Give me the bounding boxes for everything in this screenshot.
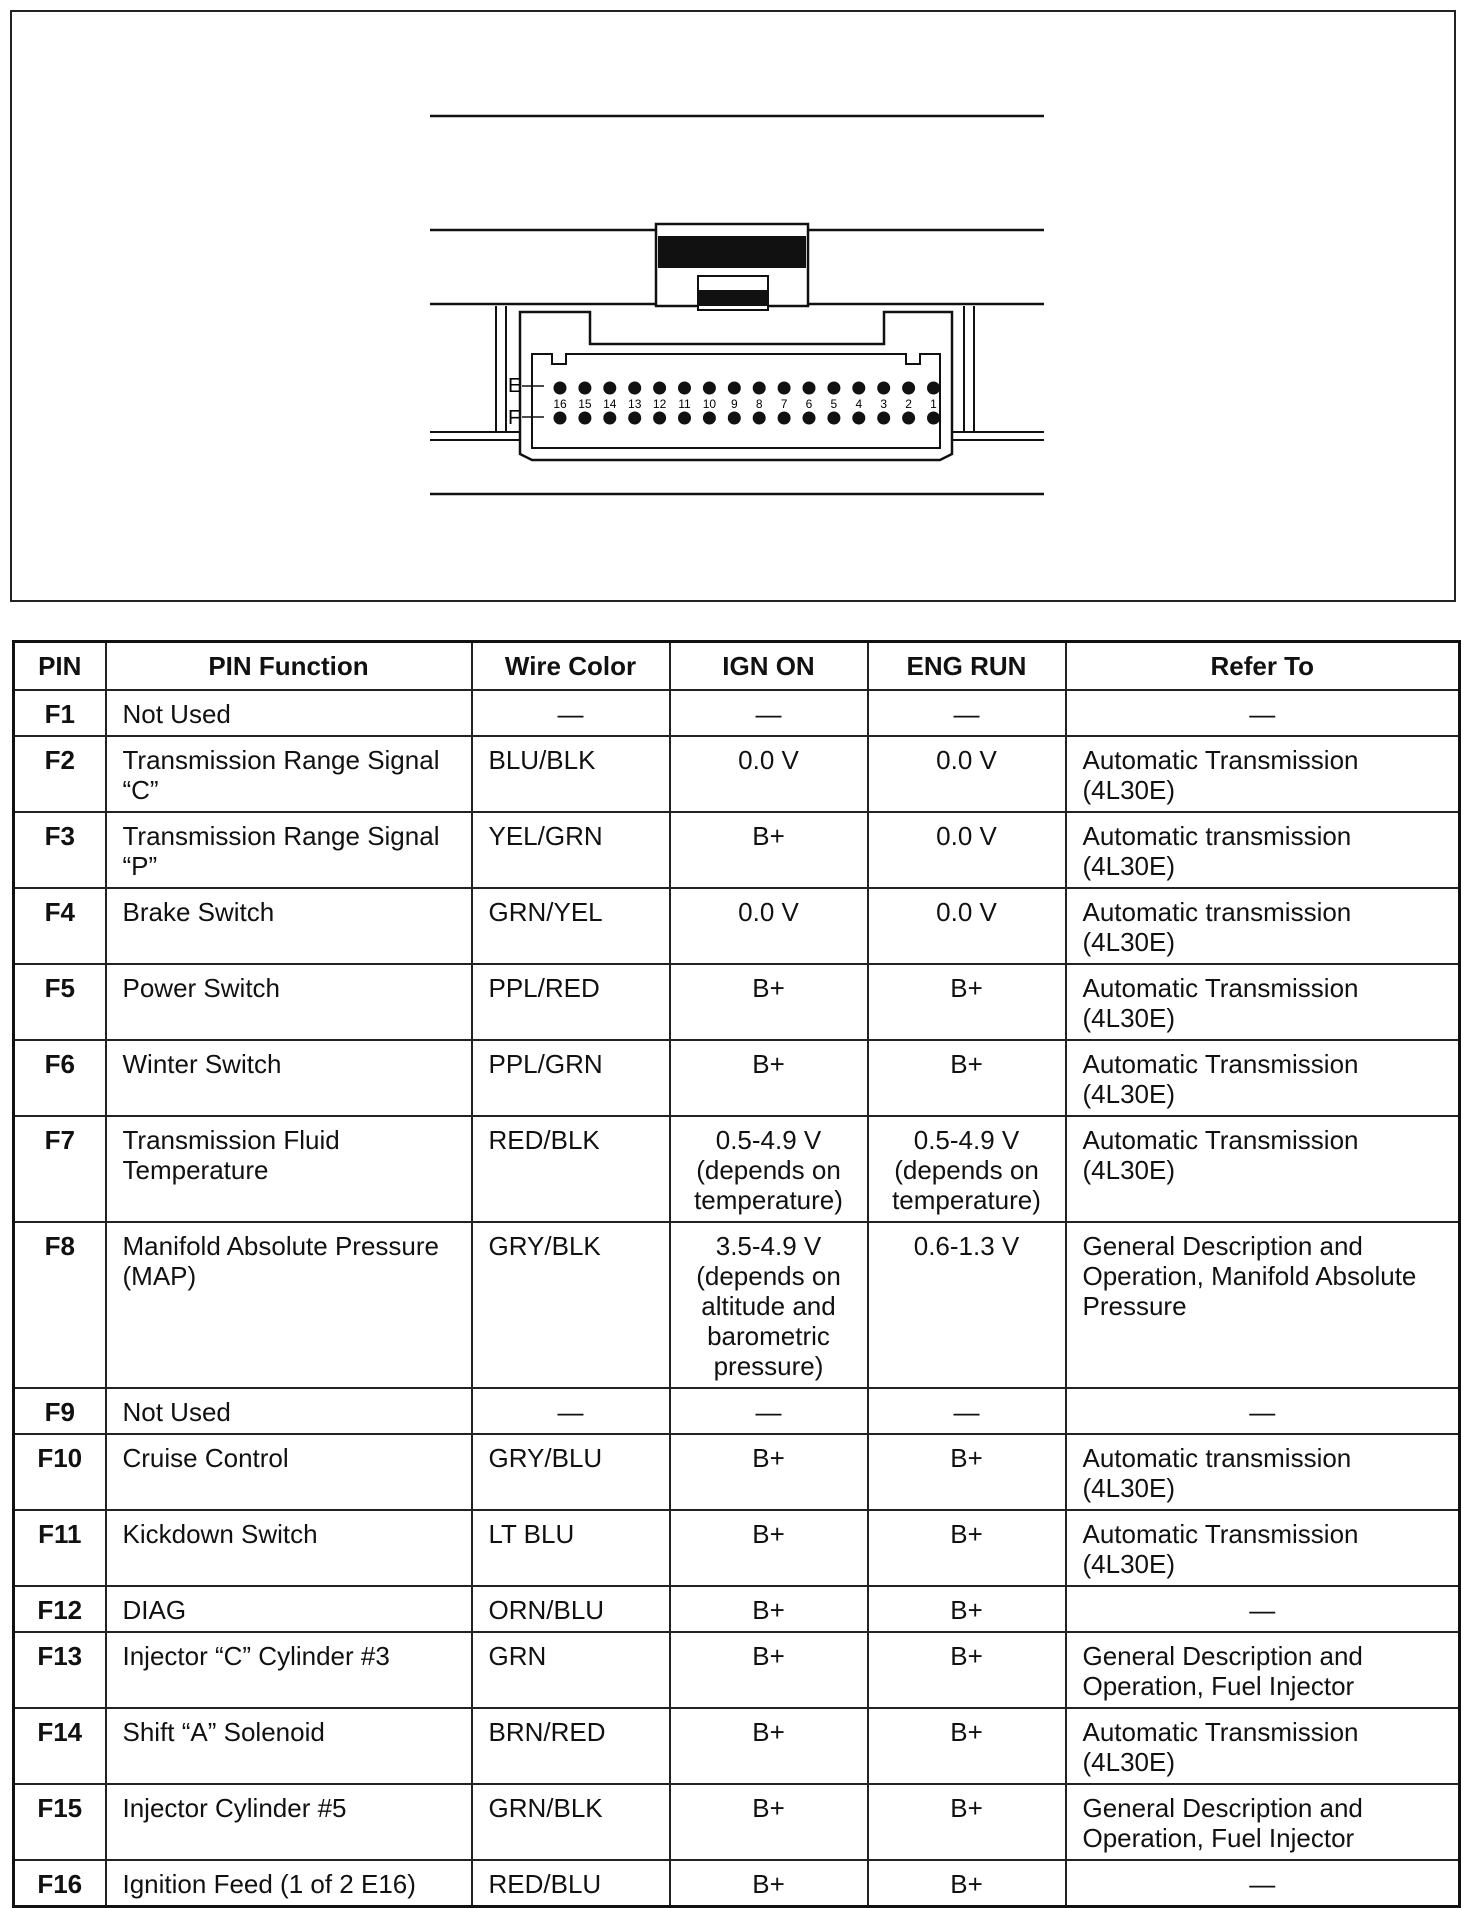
cell-pin-function: Winter Switch — [106, 1040, 472, 1116]
cell-eng-run: B+ — [868, 1632, 1066, 1708]
cell-ign-on: — — [670, 1388, 868, 1434]
cell-pin: F7 — [14, 1116, 106, 1222]
cell-wire-color: YEL/GRN — [472, 812, 670, 888]
cell-wire-color: ORN/BLU — [472, 1586, 670, 1632]
cell-wire-color: GRY/BLU — [472, 1434, 670, 1510]
cell-refer-to: Automatic Transmission (4L30E) — [1066, 964, 1460, 1040]
cell-pin-function: Shift “A” Solenoid — [106, 1708, 472, 1784]
cell-wire-color: PPL/RED — [472, 964, 670, 1040]
pin-number-label: 10 — [702, 397, 717, 411]
table-row — [14, 1708, 1460, 1784]
table-row — [14, 1632, 1460, 1708]
cell-refer-to: General Description and Operation, Fuel Injector — [1066, 1632, 1460, 1708]
cell-ign-on: 0.0 V — [670, 736, 868, 812]
pin-f-5 — [827, 412, 840, 425]
cell-pin-function: Power Switch — [106, 964, 472, 1040]
cell-ign-on: B+ — [670, 1040, 868, 1116]
pin-f-10 — [703, 412, 716, 425]
cell-refer-to: Automatic transmission (4L30E) — [1066, 888, 1460, 964]
cell-pin-function: Kickdown Switch — [106, 1510, 472, 1586]
table-row — [14, 812, 1460, 888]
cell-eng-run: — — [868, 690, 1066, 736]
pin-e-14 — [603, 382, 616, 395]
pin-number-label: 11 — [678, 397, 691, 411]
pin-f-12 — [653, 412, 666, 425]
cell-pin: F10 — [14, 1434, 106, 1510]
cell-pin-function: Injector Cylinder #5 — [106, 1784, 472, 1860]
row-f-label: F — [508, 407, 521, 429]
header-wire-color: Wire Color — [472, 642, 670, 691]
table-row — [14, 1784, 1460, 1860]
cell-pin-function: Brake Switch — [106, 888, 472, 964]
pin-e-11 — [678, 382, 691, 395]
pin-number-label: 8 — [755, 397, 763, 411]
cell-refer-to: — — [1066, 1860, 1460, 1907]
cell-ign-on: B+ — [670, 1860, 868, 1907]
cell-ign-on: B+ — [670, 1708, 868, 1784]
table-row — [14, 1222, 1460, 1388]
cell-ign-on: B+ — [670, 1510, 868, 1586]
pin-f-4 — [852, 412, 865, 425]
cell-pin-function: Transmission Range Signal “P” — [106, 812, 472, 888]
pin-e-3 — [877, 382, 890, 395]
pin-e-15 — [578, 382, 591, 395]
pin-f-16 — [554, 412, 567, 425]
cell-ign-on: 0.5-4.9 V (depends on temperature) — [670, 1116, 868, 1222]
pin-number-label: 16 — [553, 397, 567, 411]
pin-f-9 — [728, 412, 741, 425]
row-e-label: E — [508, 375, 522, 397]
cell-wire-color: GRN/BLK — [472, 1784, 670, 1860]
pin-f-8 — [753, 412, 766, 425]
cell-refer-to: Automatic Transmission (4L30E) — [1066, 1040, 1460, 1116]
cell-wire-color: BRN/RED — [472, 1708, 670, 1784]
cell-refer-to: — — [1066, 690, 1460, 736]
header-eng-run: ENG RUN — [868, 642, 1066, 691]
cell-eng-run: 0.0 V — [868, 812, 1066, 888]
cell-eng-run: — — [868, 1388, 1066, 1434]
cell-pin: F14 — [14, 1708, 106, 1784]
connector-drawing — [12, 12, 1458, 604]
cell-wire-color: LT BLU — [472, 1510, 670, 1586]
pin-e-8 — [753, 382, 766, 395]
header-ign-on: IGN ON — [670, 642, 868, 691]
cell-eng-run: B+ — [868, 1434, 1066, 1510]
cell-pin: F9 — [14, 1388, 106, 1434]
cell-eng-run: 0.5-4.9 V (depends on temperature) — [868, 1116, 1066, 1222]
pin-e-13 — [628, 382, 641, 395]
cell-pin-function: DIAG — [106, 1586, 472, 1632]
cell-wire-color: GRN — [472, 1632, 670, 1708]
pin-e-6 — [803, 382, 816, 395]
cell-eng-run: B+ — [868, 1708, 1066, 1784]
pin-number-label: 12 — [652, 397, 667, 411]
cell-eng-run: 0.6-1.3 V — [868, 1222, 1066, 1388]
pin-f-2 — [902, 412, 915, 425]
pin-f-14 — [603, 412, 616, 425]
cell-refer-to: Automatic Transmission (4L30E) — [1066, 736, 1460, 812]
cell-pin: F8 — [14, 1222, 106, 1388]
cell-wire-color: — — [472, 690, 670, 736]
cell-pin: F5 — [14, 964, 106, 1040]
cell-wire-color: GRY/BLK — [472, 1222, 670, 1388]
pin-number-label: 6 — [805, 397, 813, 411]
pin-e-12 — [653, 382, 666, 395]
cell-pin: F11 — [14, 1510, 106, 1586]
cell-ign-on: B+ — [670, 1434, 868, 1510]
cell-ign-on: 3.5-4.9 V (depends on altitude and barometric pressure) — [670, 1222, 868, 1388]
pin-number-label: 3 — [880, 397, 888, 411]
cell-wire-color: PPL/GRN — [472, 1040, 670, 1116]
table-row — [14, 888, 1460, 964]
cell-eng-run: B+ — [868, 1040, 1066, 1116]
table-row — [14, 736, 1460, 812]
cell-ign-on: B+ — [670, 1586, 868, 1632]
pin-e-2 — [902, 382, 915, 395]
table-row — [14, 1116, 1460, 1222]
pin-number-label: 2 — [905, 397, 912, 411]
header-pin-function: PIN Function — [106, 642, 472, 691]
pin-f-11 — [678, 412, 691, 425]
cell-eng-run: B+ — [868, 1860, 1066, 1907]
cell-pin-function: Not Used — [106, 1388, 472, 1434]
cell-eng-run: 0.0 V — [868, 888, 1066, 964]
pin-number-label: 13 — [628, 397, 642, 411]
pin-e-9 — [728, 382, 741, 395]
pin-f-3 — [877, 412, 890, 425]
pin-number-label: 1 — [930, 397, 937, 411]
pin-number-label: 5 — [830, 397, 838, 411]
pin-e-16 — [554, 382, 567, 395]
cell-pin-function: Ignition Feed (1 of 2 E16) — [106, 1860, 472, 1907]
cell-eng-run: B+ — [868, 964, 1066, 1040]
cell-pin: F1 — [14, 690, 106, 736]
cell-pin: F16 — [14, 1860, 106, 1907]
cell-refer-to: General Description and Operation, Fuel Injector — [1066, 1784, 1460, 1860]
pin-number-label: 14 — [603, 397, 617, 411]
cell-pin: F3 — [14, 812, 106, 888]
cell-refer-to: — — [1066, 1586, 1460, 1632]
cell-pin-function: Manifold Absolute Pressure (MAP) — [106, 1222, 472, 1388]
pin-f-6 — [803, 412, 816, 425]
table-row — [14, 690, 1460, 736]
cell-pin-function: Transmission Range Signal “C” — [106, 736, 472, 812]
pin-number-label: 9 — [730, 397, 738, 411]
cell-eng-run: B+ — [868, 1510, 1066, 1586]
pin-e-7 — [778, 382, 791, 395]
table-row — [14, 1586, 1460, 1632]
pin-f-13 — [628, 412, 641, 425]
cell-pin: F13 — [14, 1632, 106, 1708]
header-refer-to: Refer To — [1066, 642, 1460, 691]
pin-e-10 — [703, 382, 716, 395]
pin-e-4 — [852, 382, 865, 395]
table-header-row — [14, 642, 1460, 691]
cell-wire-color: RED/BLK — [472, 1116, 670, 1222]
cell-pin: F15 — [14, 1784, 106, 1860]
pin-number-label: 4 — [855, 397, 863, 411]
pin-number-label: 7 — [780, 397, 788, 411]
cell-pin-function: Cruise Control — [106, 1434, 472, 1510]
table-row — [14, 1860, 1460, 1907]
cell-wire-color: — — [472, 1388, 670, 1434]
cell-ign-on: B+ — [670, 812, 868, 888]
cell-eng-run: B+ — [868, 1784, 1066, 1860]
table-row — [14, 1510, 1460, 1586]
cell-pin-function: Transmission Fluid Temperature — [106, 1116, 472, 1222]
cell-ign-on: B+ — [670, 1784, 868, 1860]
cell-refer-to: General Description and Operation, Manifold Absolute Pressure — [1066, 1222, 1460, 1388]
cell-refer-to: Automatic Transmission (4L30E) — [1066, 1708, 1460, 1784]
header-pin: PIN — [14, 642, 106, 691]
pin-table — [12, 640, 1461, 1908]
table-row — [14, 964, 1460, 1040]
table-row — [14, 1040, 1460, 1116]
cell-refer-to: Automatic Transmission (4L30E) — [1066, 1510, 1460, 1586]
pin-f-7 — [778, 412, 791, 425]
pin-e-1 — [927, 382, 940, 395]
cell-wire-color: BLU/BLK — [472, 736, 670, 812]
cell-refer-to: — — [1066, 1388, 1460, 1434]
cell-ign-on: B+ — [670, 1632, 868, 1708]
cell-ign-on: B+ — [670, 964, 868, 1040]
cell-pin: F6 — [14, 1040, 106, 1116]
cell-refer-to: Automatic transmission (4L30E) — [1066, 812, 1460, 888]
cell-ign-on: 0.0 V — [670, 888, 868, 964]
table-row — [14, 1434, 1460, 1510]
cell-eng-run: 0.0 V — [868, 736, 1066, 812]
cell-pin-function: Injector “C” Cylinder #3 — [106, 1632, 472, 1708]
cell-wire-color: RED/BLU — [472, 1860, 670, 1907]
pin-f-1 — [927, 412, 940, 425]
cell-pin: F4 — [14, 888, 106, 964]
pin-number-label: 15 — [578, 397, 592, 411]
cell-eng-run: B+ — [868, 1586, 1066, 1632]
cell-refer-to: Automatic Transmission (4L30E) — [1066, 1116, 1460, 1222]
cell-ign-on: — — [670, 690, 868, 736]
cell-refer-to: Automatic transmission (4L30E) — [1066, 1434, 1460, 1510]
cell-wire-color: GRN/YEL — [472, 888, 670, 964]
table-row — [14, 1388, 1460, 1434]
connector-diagram — [10, 10, 1456, 602]
pin-f-15 — [578, 412, 591, 425]
pin-e-5 — [827, 382, 840, 395]
cell-pin: F2 — [14, 736, 106, 812]
cell-pin-function: Not Used — [106, 690, 472, 736]
cell-pin: F12 — [14, 1586, 106, 1632]
